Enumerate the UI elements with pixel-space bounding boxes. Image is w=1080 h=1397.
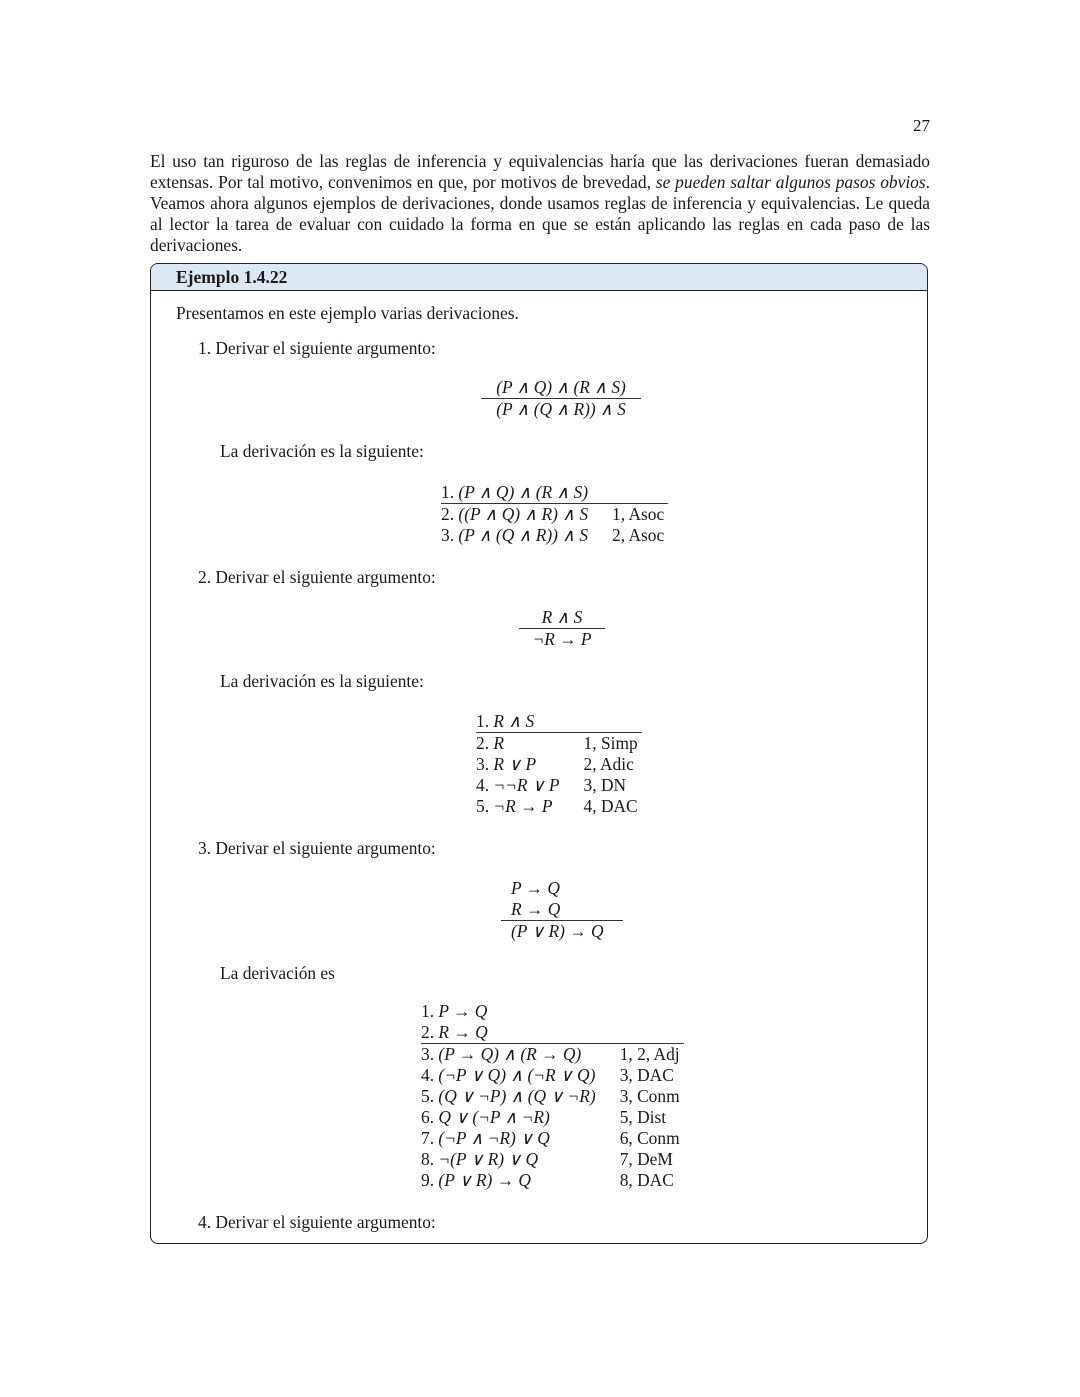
derivation-row: 2. R → Q: [421, 1022, 488, 1042]
derivation-row: 3. (P ∧ (Q ∧ R)) ∧ S 2, Asoc: [441, 525, 665, 545]
derivation-row: 3. R ∨ P 2, Adic: [476, 754, 634, 774]
item-3-argument: [501, 878, 623, 942]
item-3-derivation-intro: La derivación es: [220, 963, 335, 983]
derivation-row: 4. (¬P ∨ Q) ∧ (¬R ∨ Q) 3, DAC: [421, 1065, 674, 1085]
derivation-row: 8. ¬(P ∨ R) ∨ Q 7, DeM: [421, 1149, 673, 1169]
item-2-derivation-table: [476, 711, 642, 817]
derivation-row: 5. ¬R → P 4, DAC: [476, 796, 638, 816]
derivation-row: 2. R 1, Simp: [476, 733, 642, 755]
item-2-argument: [519, 607, 605, 650]
derivation-row: 1. R ∧ S: [476, 711, 535, 731]
derivation-row: 9. (P ∨ R) → Q 8, DAC: [421, 1170, 674, 1190]
derivation-row: 6. Q ∨ (¬P ∧ ¬R) 5, Dist: [421, 1107, 667, 1127]
derivation-row: 2. ((P ∧ Q) ∧ R) ∧ S 1, Asoc: [441, 504, 668, 526]
derivation-row: 1. (P ∧ Q) ∧ (R ∧ S): [441, 482, 589, 502]
item-1-conclusion: (P ∧ (Q ∧ R)) ∧ S: [481, 398, 641, 420]
derivation-row: 7. (¬P ∧ ¬R) ∨ Q 6, Conm: [421, 1128, 680, 1148]
intro-emphasis: se pueden saltar algunos pasos obvios: [655, 172, 926, 192]
derivation-row: 3. (P → Q) ∧ (R → Q) 1, 2, Adj: [421, 1044, 684, 1066]
intro-text-1: El uso tan riguroso de las reglas de inferencia y equivalencias haría que las derivaciones fueran demasiado extensas. Por tal motivo, convenimos en que, por motivos de brevedad,: [150, 151, 930, 192]
intro-paragraph: [150, 151, 930, 256]
intro-text-2: . Veamos ahora algunos ejemplos de derivaciones, donde usamos reglas de inferencia y equivalencias. Le queda al lector la tarea de evaluar con cuidado la forma en que se están aplicando las reglas en cada paso de las derivaciones.: [150, 172, 930, 255]
item-2-label: 2. Derivar el siguiente argumento:: [198, 567, 436, 587]
item-4-label: 4. Derivar el siguiente argumento:: [198, 1212, 436, 1232]
item-2-derivation-intro: La derivación es la siguiente:: [220, 671, 424, 691]
derivation-row: 4. ¬¬R ∨ P 3, DN: [476, 775, 627, 795]
item-3-conclusion: (P ∨ R) → Q: [501, 920, 623, 942]
item-1-derivation-intro: La derivación es la siguiente:: [220, 441, 424, 461]
item-3-premise-2: R → Q: [511, 899, 561, 919]
item-3-derivation-table: [421, 1001, 684, 1191]
page-number: 27: [913, 116, 930, 135]
example-box: [150, 263, 928, 1244]
example-lead: Presentamos en este ejemplo varias derivaciones.: [176, 303, 519, 323]
example-title: Ejemplo 1.4.22: [151, 264, 927, 291]
item-1-premise-1: (P ∧ Q) ∧ (R ∧ S): [496, 377, 626, 397]
item-2-conclusion: ¬R → P: [519, 628, 605, 650]
derivation-row: 1. P → Q: [421, 1001, 488, 1021]
item-1-argument: [481, 377, 641, 420]
item-1-derivation-table: [441, 482, 668, 546]
item-3-premise-1: P → Q: [511, 878, 560, 898]
item-1-label: 1. Derivar el siguiente argumento:: [198, 338, 436, 358]
item-3-label: 3. Derivar el siguiente argumento:: [198, 838, 436, 858]
derivation-row: 5. (Q ∨ ¬P) ∧ (Q ∨ ¬R) 3, Conm: [421, 1086, 680, 1106]
item-2-premise-1: R ∧ S: [541, 607, 583, 627]
